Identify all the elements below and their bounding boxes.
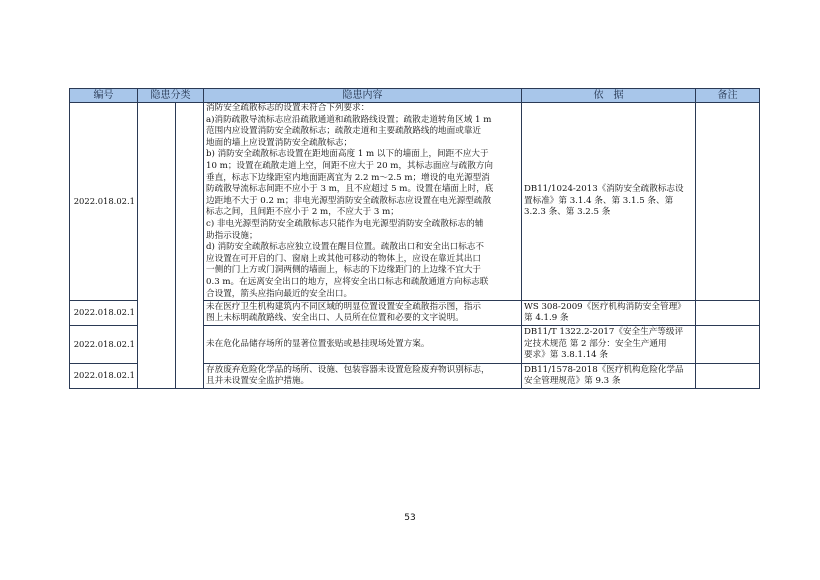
table-row [70, 103, 760, 301]
row-content [204, 326, 522, 364]
row-remark [696, 326, 760, 364]
content-line: 未在危化品储存场所的显著位置张贴或悬挂现场处置方案。 [206, 338, 430, 349]
content-line: 且并未设置安全监护措施。 [206, 376, 310, 387]
content-line: 图上未标明疏散路线、安全出口、人员所在位置和必要的文字说明。 [206, 313, 464, 324]
row-content [204, 364, 522, 389]
row-remark [696, 301, 760, 326]
content-line: c) 非电光源型消防安全疏散标志只能作为电光源型消防安全疏散标志的辅 [206, 218, 484, 229]
header-content: 隐患内容 [204, 89, 522, 103]
row-basis [522, 301, 696, 326]
row-content [204, 103, 522, 301]
header-category: 隐患分类 [138, 89, 204, 103]
category-cell [138, 103, 176, 389]
row-code: 2022.018.02.1 [70, 103, 138, 301]
content-line: a)消防疏散导流标志应沿疏散通道和疏散路线设置；疏散走道转角区域 1 m [206, 114, 492, 125]
content-line: b) 消防安全疏散标志设置在距地面高度 1 m 以下的墙面上，间距不应大于 [206, 149, 489, 160]
basis-line: 要求》第 3.8.1.14 条 [524, 350, 608, 361]
content-line: 应设置在可开启的门、窗扇上或其他可移动的物体上，应设在靠近其出口 [206, 253, 482, 264]
row-content [204, 301, 522, 326]
content-line: 标志之间，且间距不应小于 2 m，不应大于 3 m； [206, 207, 399, 218]
subcategory-cell [176, 103, 204, 389]
content-line: 消防安全疏散标志的设置未符合下列要求： [206, 103, 370, 113]
header-remark: 备注 [696, 89, 760, 103]
row-basis [522, 326, 696, 364]
row-remark [696, 364, 760, 389]
table-header-row [70, 89, 760, 103]
basis-line: DB11/1578-2018《医疗机构危险化学品 [524, 364, 684, 375]
basis-line: WS 308-2009《医疗机构消防安全管理》 [524, 301, 686, 312]
content-line: 一侧的门上方或门洞两侧的墙面上，标志的下边缘距门的上边缘不宜大于 [206, 265, 482, 276]
content-line: 地面的墙上应设置消防安全疏散标志； [206, 137, 353, 148]
basis-line: 安全管理规范》第 9.3 条 [524, 376, 621, 387]
basis-line: 第 4.1.9 条 [524, 313, 569, 324]
row-code: 2022.018.02.1 [70, 326, 138, 364]
content-line: 0.3 m。在远离安全出口的地方，应将安全出口标志和疏散通道方向标志联 [206, 276, 489, 287]
row-basis [522, 364, 696, 389]
content-line: 防疏散导流标志间距不应小于 3 m，且不应超过 5 m。设置在墙面上时，底 [206, 184, 494, 195]
content-line: 边距地不大于 0.2 m；非电光源型消防安全疏散标志应设置在电光源型疏散 [206, 195, 492, 206]
basis-line: DB11/1024-2013《消防安全疏散标志设 [524, 184, 684, 195]
content-line: d) 消防安全疏散标志应独立设置在醒目位置。疏散出口和安全出口标志不 [206, 242, 484, 253]
page-number: 53 [404, 513, 416, 523]
header-code: 编号 [70, 89, 138, 103]
content-line: 垂直，标志下边缘距室内地面距离宜为 2.2 m～2.5 m；增设的电光源型消 [206, 172, 490, 183]
basis-line: 置标准》第 3.1.4 条、第 3.1.5 条、第 [524, 195, 674, 206]
header-basis: 依 据 [522, 89, 696, 103]
row-remark [696, 103, 760, 301]
content-line: 范围内应设置消防安全疏散标志；疏散走道和主要疏散路线的地面或靠近 [206, 126, 482, 137]
table-body [70, 103, 760, 389]
content-line: 存放废弃危险化学品的场所、设施、包装容器未设置危险废弃物识别标志， [206, 364, 490, 375]
content-line: 10 m；设置在疏散走道上空，间距不应大于 20 m，其标志面应与疏散方向 [206, 160, 493, 171]
content-line: 助指示设施； [206, 230, 258, 241]
hazard-table [69, 88, 760, 389]
basis-line: 定技术规范 第 2 部分：安全生产通用 [524, 338, 667, 349]
basis-line: 3.2.3 条、第 3.2.5 条 [524, 207, 611, 218]
row-code: 2022.018.02.1 [70, 364, 138, 389]
row-code: 2022.018.02.1 [70, 301, 138, 326]
basis-line: DB11/T 1322.2-2017《安全生产等级评 [524, 327, 684, 338]
content-line: 合设置，箭头应指向最近的安全出口。 [206, 288, 353, 299]
content-line: 未在医疗卫生机构建筑内不同区域的明显位置设置安全疏散指示图，指示 [206, 301, 482, 312]
row-basis [522, 103, 696, 301]
